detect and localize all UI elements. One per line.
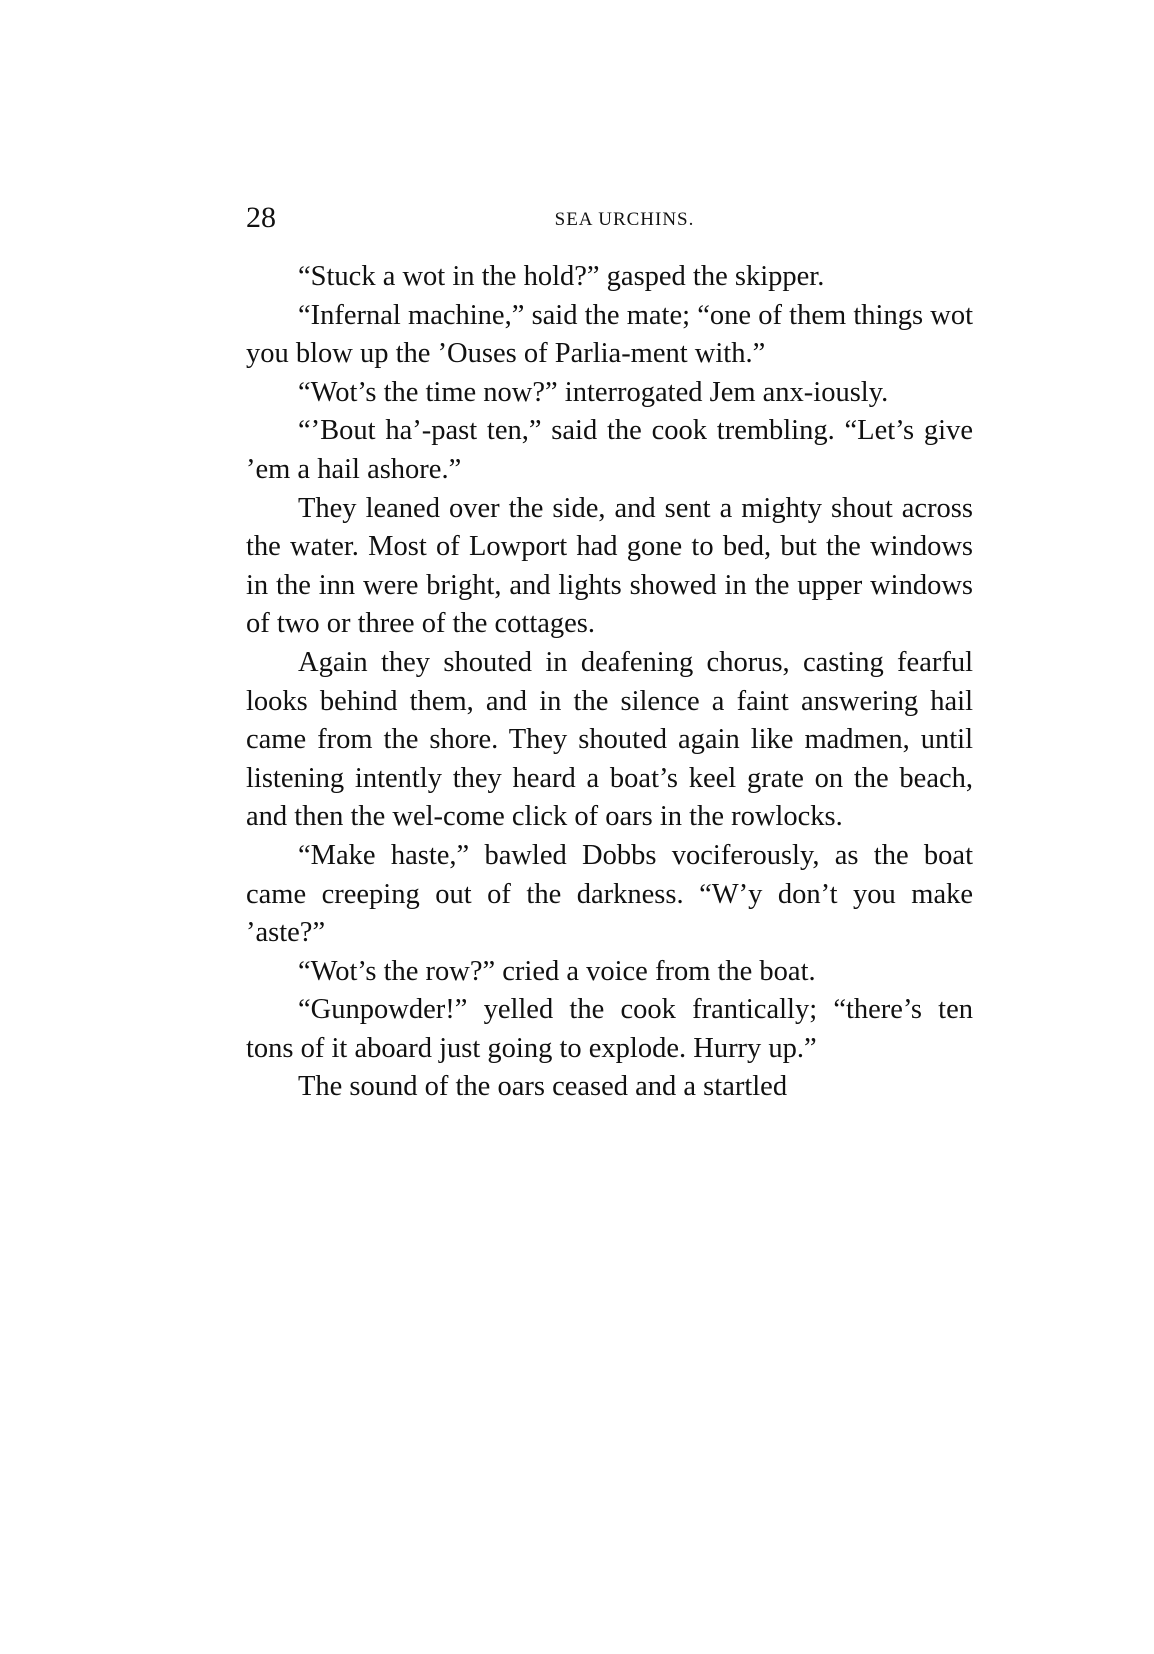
page-header xyxy=(246,198,973,238)
paragraph: “Infernal machine,” said the mate; “one of them things wot you blow up the ’Ouses of Parlia-ment with.” xyxy=(246,299,973,370)
page-number: 28 xyxy=(246,201,276,234)
paragraph: “’Bout ha’-past ten,” said the cook trembling. “Let’s give ’em a hail ashore.” xyxy=(246,415,973,485)
paragraph: They leaned over the side, and sent a mighty shout across the water. Most of Lowport had gone to bed, but the windows in the inn were bright, and lights showed in the upper windows of two or three of the cottages. xyxy=(246,492,973,640)
body-text xyxy=(246,258,973,1107)
paragraph: “Stuck a wot in the hold?” gasped the skipper. xyxy=(298,261,825,292)
paragraph: The sound of the oars ceased and a startled xyxy=(298,1071,788,1103)
paragraph: “Wot’s the time now?” interrogated Jem anx-iously. xyxy=(298,376,889,408)
paragraph: “Wot’s the row?” cried a voice from the boat. xyxy=(298,955,816,987)
paragraph: “Make haste,” bawled Dobbs vociferously, as the boat came creeping out of the darkness. “W’y don’t you make ’aste?” xyxy=(246,839,973,949)
paragraph: “Gunpowder!” yelled the cook frantically; “there’s ten tons of it aboard just going to explode. Hurry up.” xyxy=(246,994,973,1064)
paragraph: Again they shouted in deafening chorus, casting fearful looks behind them, and in the silence a faint answering hail came from the shore. They shouted again like madmen, until listening intently they heard a boat’s keel grate on the beach, and then the wel-come click of oars in the rowlocks. xyxy=(246,646,973,833)
running-head: SEA URCHINS. xyxy=(554,209,695,230)
